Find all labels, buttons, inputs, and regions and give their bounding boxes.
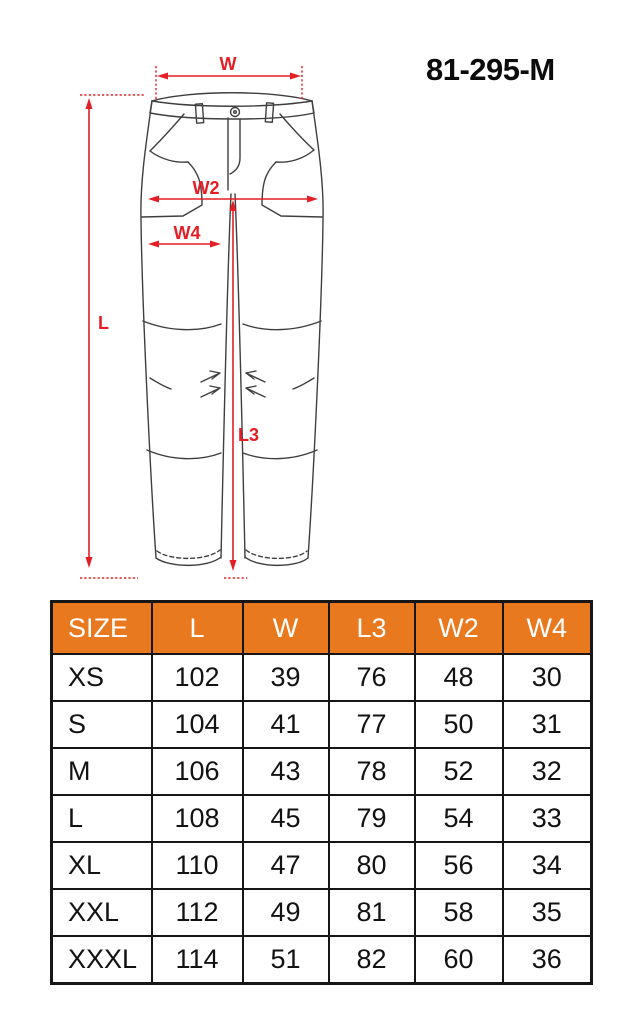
value-cell: 48 — [415, 654, 503, 701]
table-row — [52, 748, 592, 795]
value-cell: 112 — [152, 889, 243, 936]
dimension-arrows — [80, 54, 318, 578]
knee-seam-right-bottom — [243, 450, 317, 459]
header-w: W — [243, 602, 329, 655]
value-cell: 43 — [243, 748, 329, 795]
dim-label-w: W — [219, 54, 237, 74]
pocket-left-bottom — [150, 151, 188, 162]
value-cell: 36 — [503, 936, 592, 984]
waistband-opening-arc — [152, 101, 312, 106]
hem-left-stitch — [157, 550, 220, 558]
table-row — [52, 795, 592, 842]
value-cell: 52 — [415, 748, 503, 795]
thigh-panel-right — [262, 162, 322, 217]
dim-label-l: L — [98, 313, 109, 333]
header-w4: W4 — [503, 602, 592, 655]
size-cell: XXL — [52, 889, 152, 936]
size-cell: XXXL — [52, 936, 152, 984]
value-cell: 32 — [503, 748, 592, 795]
table-row — [52, 936, 592, 984]
value-cell: 78 — [329, 748, 415, 795]
crease-right-chevrons — [246, 371, 265, 397]
header-w2: W2 — [415, 602, 503, 655]
value-cell: 80 — [329, 842, 415, 889]
table-row — [52, 654, 592, 701]
value-cell: 79 — [329, 795, 415, 842]
value-cell: 47 — [243, 842, 329, 889]
value-cell: 41 — [243, 701, 329, 748]
value-cell: 77 — [329, 701, 415, 748]
knee-seam-left-top — [143, 321, 221, 330]
value-cell: 110 — [152, 842, 243, 889]
product-code: 81-295-M — [426, 52, 555, 87]
header-size: SIZE — [52, 602, 152, 655]
value-cell: 35 — [503, 889, 592, 936]
belt-loop-left — [195, 104, 203, 123]
table-row — [52, 842, 592, 889]
value-cell: 50 — [415, 701, 503, 748]
value-cell: 58 — [415, 889, 503, 936]
right-outer-seam — [308, 101, 323, 558]
pants-outline — [141, 93, 323, 566]
size-cell: XS — [52, 654, 152, 701]
header-l3: L3 — [329, 602, 415, 655]
value-cell: 45 — [243, 795, 329, 842]
fly-j-stitch — [230, 119, 240, 174]
value-cell: 54 — [415, 795, 503, 842]
value-cell: 51 — [243, 936, 329, 984]
value-cell: 114 — [152, 936, 243, 984]
crease-right-outer — [293, 378, 314, 389]
crease-left-outer — [150, 378, 171, 389]
table-row — [52, 701, 592, 748]
pocket-right-opening — [280, 114, 314, 150]
waistband-top-arc — [152, 93, 312, 101]
value-cell: 31 — [503, 701, 592, 748]
dim-label-l3: L3 — [238, 425, 260, 445]
value-cell: 106 — [152, 748, 243, 795]
value-cell: 82 — [329, 936, 415, 984]
value-cell: 76 — [329, 654, 415, 701]
dim-label-w2: W2 — [192, 178, 220, 198]
value-cell: 33 — [503, 795, 592, 842]
hem-left — [156, 557, 221, 565]
value-cell: 108 — [152, 795, 243, 842]
knee-seam-left-bottom — [147, 450, 221, 459]
left-outer-seam — [141, 101, 156, 558]
hem-right-stitch — [246, 550, 307, 558]
pocket-left-opening — [150, 114, 184, 151]
value-cell: 34 — [503, 842, 592, 889]
value-cell: 39 — [243, 654, 329, 701]
size-table-header-row — [52, 602, 592, 655]
value-cell: 56 — [415, 842, 503, 889]
value-cell: 60 — [415, 936, 503, 984]
waist-button-hole — [234, 111, 237, 114]
dim-label-w4: W4 — [173, 223, 201, 243]
value-cell: 30 — [503, 654, 592, 701]
value-cell: 102 — [152, 654, 243, 701]
crease-left-chevrons — [201, 371, 220, 397]
value-cell: 49 — [243, 889, 329, 936]
knee-seam-right-top — [243, 321, 321, 330]
right-inseam — [235, 194, 245, 558]
left-inseam — [221, 194, 231, 558]
waist-button — [231, 108, 240, 117]
size-cell: S — [52, 701, 152, 748]
value-cell: 81 — [329, 889, 415, 936]
pocket-right-bottom — [276, 150, 314, 162]
size-cell: L — [52, 795, 152, 842]
value-cell: 104 — [152, 701, 243, 748]
table-row — [52, 889, 592, 936]
header-l: L — [152, 602, 243, 655]
size-cell: XL — [52, 842, 152, 889]
size-table — [50, 600, 593, 985]
size-cell: M — [52, 748, 152, 795]
